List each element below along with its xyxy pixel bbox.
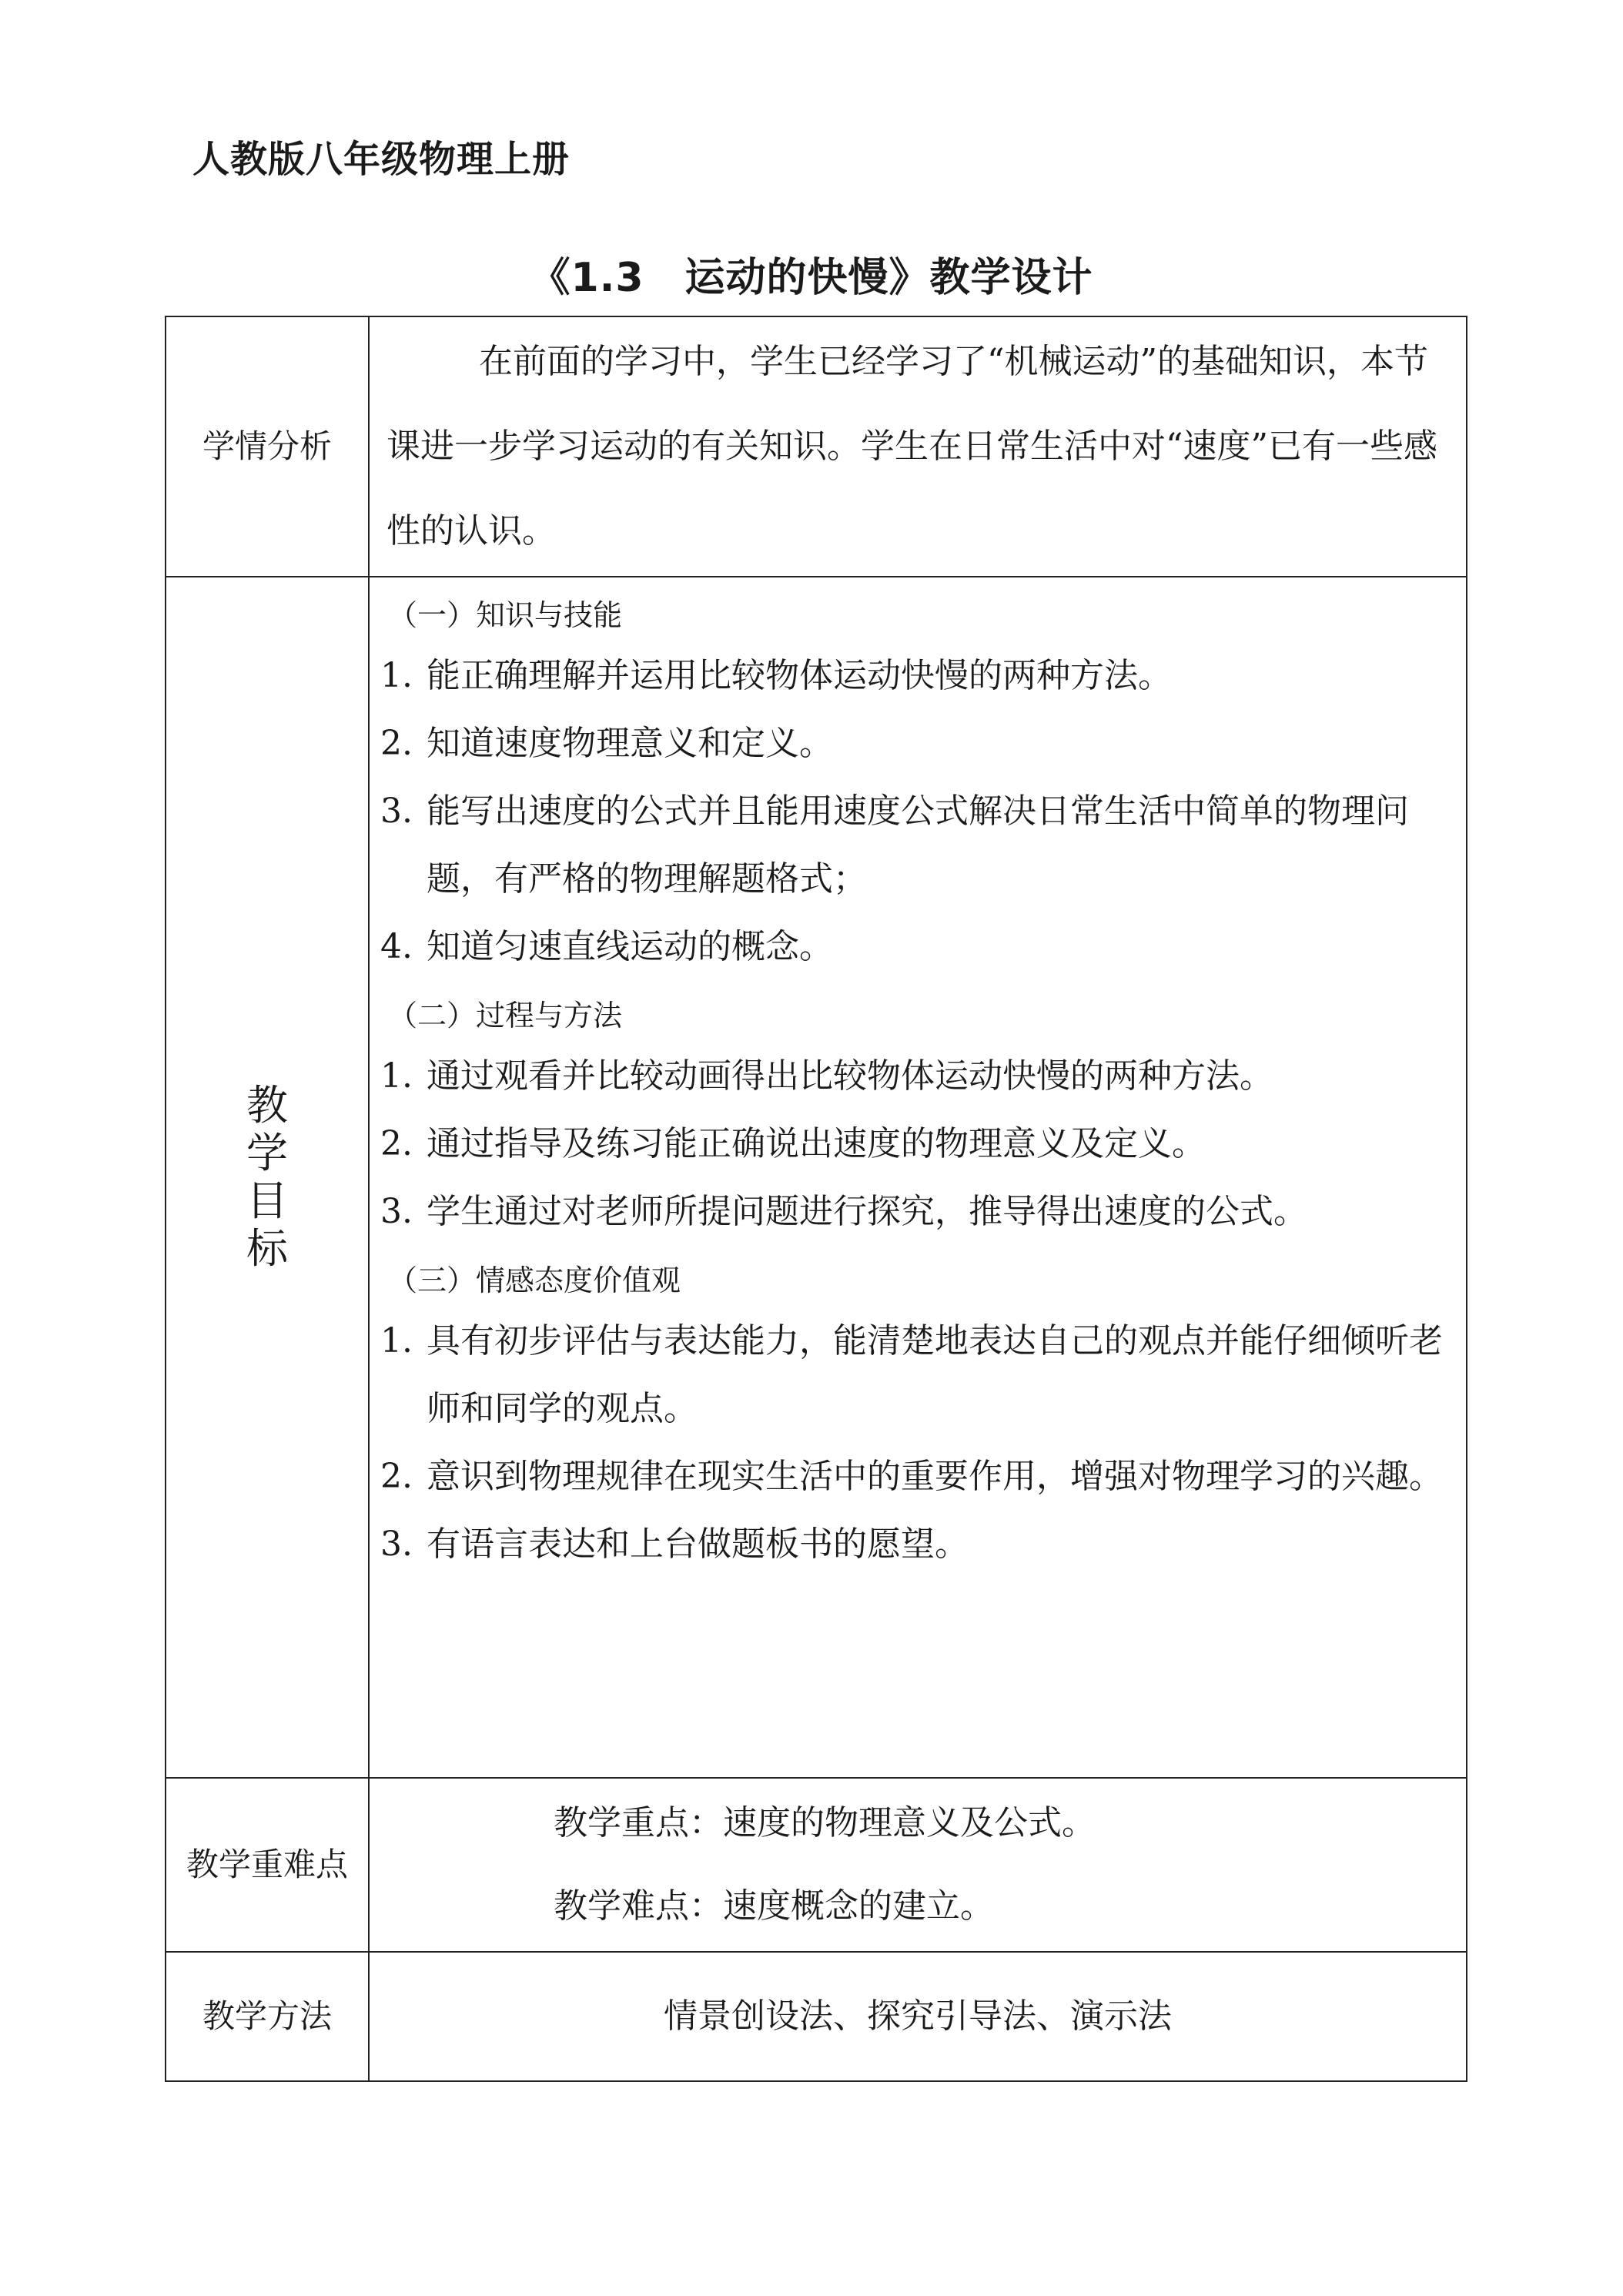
methods-text: 情景创设法、探究引导法、演示法 <box>369 1952 1467 2081</box>
row-methods <box>166 1952 1467 2081</box>
objective-item: 1. 能正确理解并运用比较物体运动快慢的两种方法。 <box>380 656 1172 695</box>
textbook-header: 人教版八年级物理上册 <box>192 138 571 181</box>
key-point-text: 教学重点：速度的物理意义及公式。 <box>554 1803 1096 1842</box>
objective-item: 1. 具有初步评估与表达能力，能清楚地表达自己的观点并能仔细倾听老师和同学的观点。 <box>380 1321 1443 1428</box>
difficult-point-text: 教学难点：速度概念的建立。 <box>554 1886 994 1926</box>
objectives-label-char: 学 <box>246 1129 288 1177</box>
objectives-section-attitude <box>380 1253 1451 1578</box>
objectives-section-knowledge <box>380 588 1451 981</box>
key-points-label: 教学重难点 <box>166 1778 369 1952</box>
section-heading: （二）过程与方法 <box>388 999 623 1033</box>
objective-item: 2. 通过指导及练习能正确说出速度的物理意义及定义。 <box>380 1124 1206 1163</box>
methods-label: 教学方法 <box>166 1952 369 2081</box>
document-title: 《1.3 运动的快慢》教学设计 <box>530 255 1093 301</box>
lesson-plan-table <box>165 316 1467 2082</box>
student-analysis-text: 在前面的学习中，学生已经学习了“机械运动”的基础知识，本节课进一步学习运动的有关知识。学生在日常生活中对“速度”已有一些感性的认识。 <box>387 342 1437 551</box>
objective-item: 3. 学生通过对老师所提问题进行探究，推导得出速度的公式。 <box>380 1192 1307 1231</box>
row-objectives <box>166 577 1467 1778</box>
objectives-label-char: 目 <box>246 1176 288 1225</box>
objective-item: 4. 知道匀速直线运动的概念。 <box>380 927 833 966</box>
section-heading: （一）知识与技能 <box>388 598 623 632</box>
objectives-section-process <box>380 989 1451 1246</box>
objectives-label-char: 教 <box>246 1081 288 1130</box>
section-heading: （三）情感态度价值观 <box>388 1263 681 1297</box>
objectives-label <box>167 1082 367 1273</box>
student-analysis-label: 学情分析 <box>166 316 369 577</box>
objective-item: 2. 意识到物理规律在现实生活中的重要作用，增强对物理学习的兴趣。 <box>380 1457 1443 1496</box>
objective-item: 3. 有语言表达和上台做题板书的愿望。 <box>380 1525 969 1564</box>
objective-item: 3. 能写出速度的公式并且能用速度公式解决日常生活中简单的物理问题，有严格的物理解题格式； <box>380 792 1409 899</box>
objective-item: 2. 知道速度物理意义和定义。 <box>380 724 833 763</box>
objective-item: 1. 通过观看并比较动画得出比较物体运动快慢的两种方法。 <box>380 1056 1273 1096</box>
row-student-analysis <box>166 316 1467 577</box>
objectives-label-char: 标 <box>246 1224 288 1273</box>
row-key-points <box>166 1778 1467 1952</box>
